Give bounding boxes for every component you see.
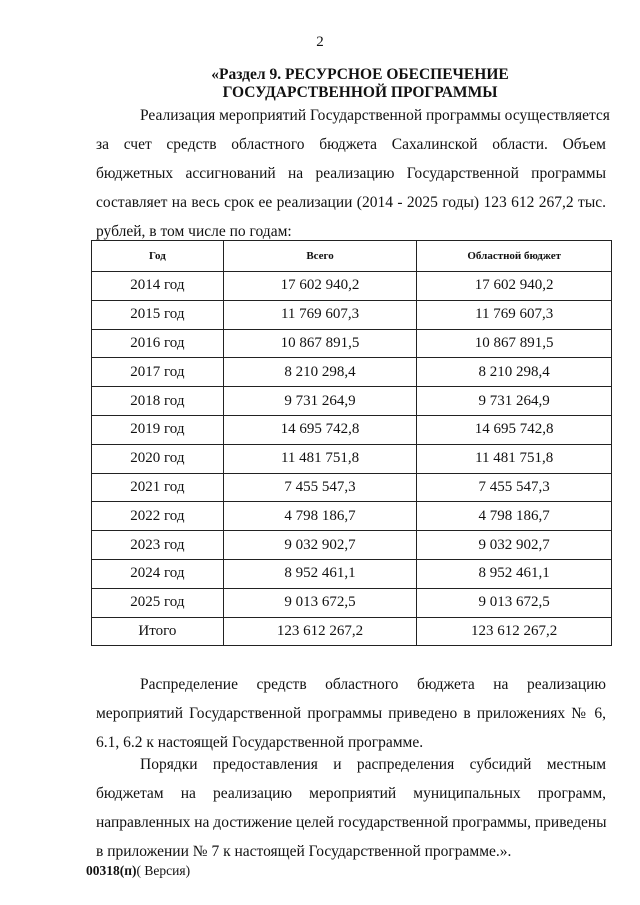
intro-line: за счет средств областного бюджета Сахалинской области. Объем [96,136,606,153]
regional-budget-cell: 17 602 940,2 [417,272,612,301]
table-row [92,329,612,358]
regional-budget-cell: 9 013 672,5 [417,588,612,617]
procedure-line: направленных на достижение целей государственной программы, приведены [96,814,607,831]
total-cell: 9 731 264,9 [223,387,417,416]
year-cell: 2019 год [92,415,224,444]
year-cell: 2021 год [92,473,224,502]
regional-budget-cell: 8 952 461,1 [417,559,612,588]
year-cell: 2014 год [92,272,224,301]
procedure-line: в приложении № 7 к настоящей Государственной программе.». [96,843,512,860]
total-cell: 10 867 891,5 [223,329,417,358]
year-cell: 2022 год [92,502,224,531]
total-cell: 11 481 751,8 [223,444,417,473]
regional-budget-cell: 7 455 547,3 [417,473,612,502]
total-cell: 9 032 902,7 [223,531,417,560]
intro-line: бюджетных ассигнований на реализацию Государственной программы [96,165,606,182]
total-cell: 4 798 186,7 [223,502,417,531]
table-row [92,588,612,617]
total-cell: 8 952 461,1 [223,559,417,588]
total-cell: 7 455 547,3 [223,473,417,502]
table-row [92,358,612,387]
year-cell: 2025 год [92,588,224,617]
year-cell: 2020 год [92,444,224,473]
regional-budget-total-cell: 123 612 267,2 [417,617,612,646]
total-cell: 11 769 607,3 [223,300,417,329]
table-row [92,444,612,473]
table-row [92,559,612,588]
procedure-paragraph [96,750,606,866]
total-cell: 8 210 298,4 [223,358,417,387]
total-cell: 9 013 672,5 [223,588,417,617]
regional-budget-cell: 14 695 742,8 [417,415,612,444]
regional-budget-cell: 4 798 186,7 [417,502,612,531]
table-row [92,387,612,416]
procedure-line: бюджетам на реализацию мероприятий муниципальных программ, [96,785,606,802]
total-label-cell: Итого [92,617,224,646]
distribution-line: Распределение средств областного бюджета на реализацию [140,676,606,693]
table-row [92,531,612,560]
regional-budget-cell: 11 769 607,3 [417,300,612,329]
year-cell: 2024 год [92,559,224,588]
document-version: ( Версия) [136,863,191,878]
table-total-row [92,617,612,646]
document-code [86,863,190,879]
regional-budget-cell: 9 032 902,7 [417,531,612,560]
regional-budget-cell: 8 210 298,4 [417,358,612,387]
year-cell: 2023 год [92,531,224,560]
column-header-total: Всего [223,241,417,272]
intro-line: Реализация мероприятий Государственной программы осуществляется [140,107,610,124]
table-row [92,473,612,502]
document-code-number: 00318(п) [86,863,137,878]
total-cell: 17 602 940,2 [223,272,417,301]
regional-budget-cell: 11 481 751,8 [417,444,612,473]
column-header-regional-budget: Областной бюджет [417,241,612,272]
page-number: 2 [316,34,324,50]
regional-budget-cell: 9 731 264,9 [417,387,612,416]
intro-paragraph [96,101,610,246]
procedure-line: Порядки предоставления и распределения субсидий местным [140,756,606,773]
regional-budget-cell: 10 867 891,5 [417,329,612,358]
distribution-paragraph [96,670,606,757]
year-cell: 2017 год [92,358,224,387]
year-cell: 2015 год [92,300,224,329]
distribution-line: 6.1, 6.2 к настоящей Государственной программе. [96,734,424,751]
budget-table [91,240,612,646]
year-cell: 2016 год [92,329,224,358]
distribution-line: мероприятий Государственной программы приведено в приложениях № 6, [96,705,606,722]
grand-total-cell: 123 612 267,2 [223,617,417,646]
table-row [92,415,612,444]
intro-line: составляет на весь срок ее реализации (2014 - 2025 годы) 123 612 267,2 тыс. [96,194,606,211]
table-header-row [92,241,612,272]
table-row [92,300,612,329]
table-row [92,272,612,301]
section-heading-line-2: ГОСУДАРСТВЕННОЙ ПРОГРАММЫ [222,84,498,101]
section-heading-line-1: «Раздел 9. РЕСУРСНОЕ ОБЕСПЕЧЕНИЕ [211,66,509,83]
table-row [92,502,612,531]
total-cell: 14 695 742,8 [223,415,417,444]
year-cell: 2018 год [92,387,224,416]
column-header-year: Год [92,241,224,272]
intro-line: рублей, в том числе по годам: [96,223,292,240]
section-heading [180,66,540,102]
